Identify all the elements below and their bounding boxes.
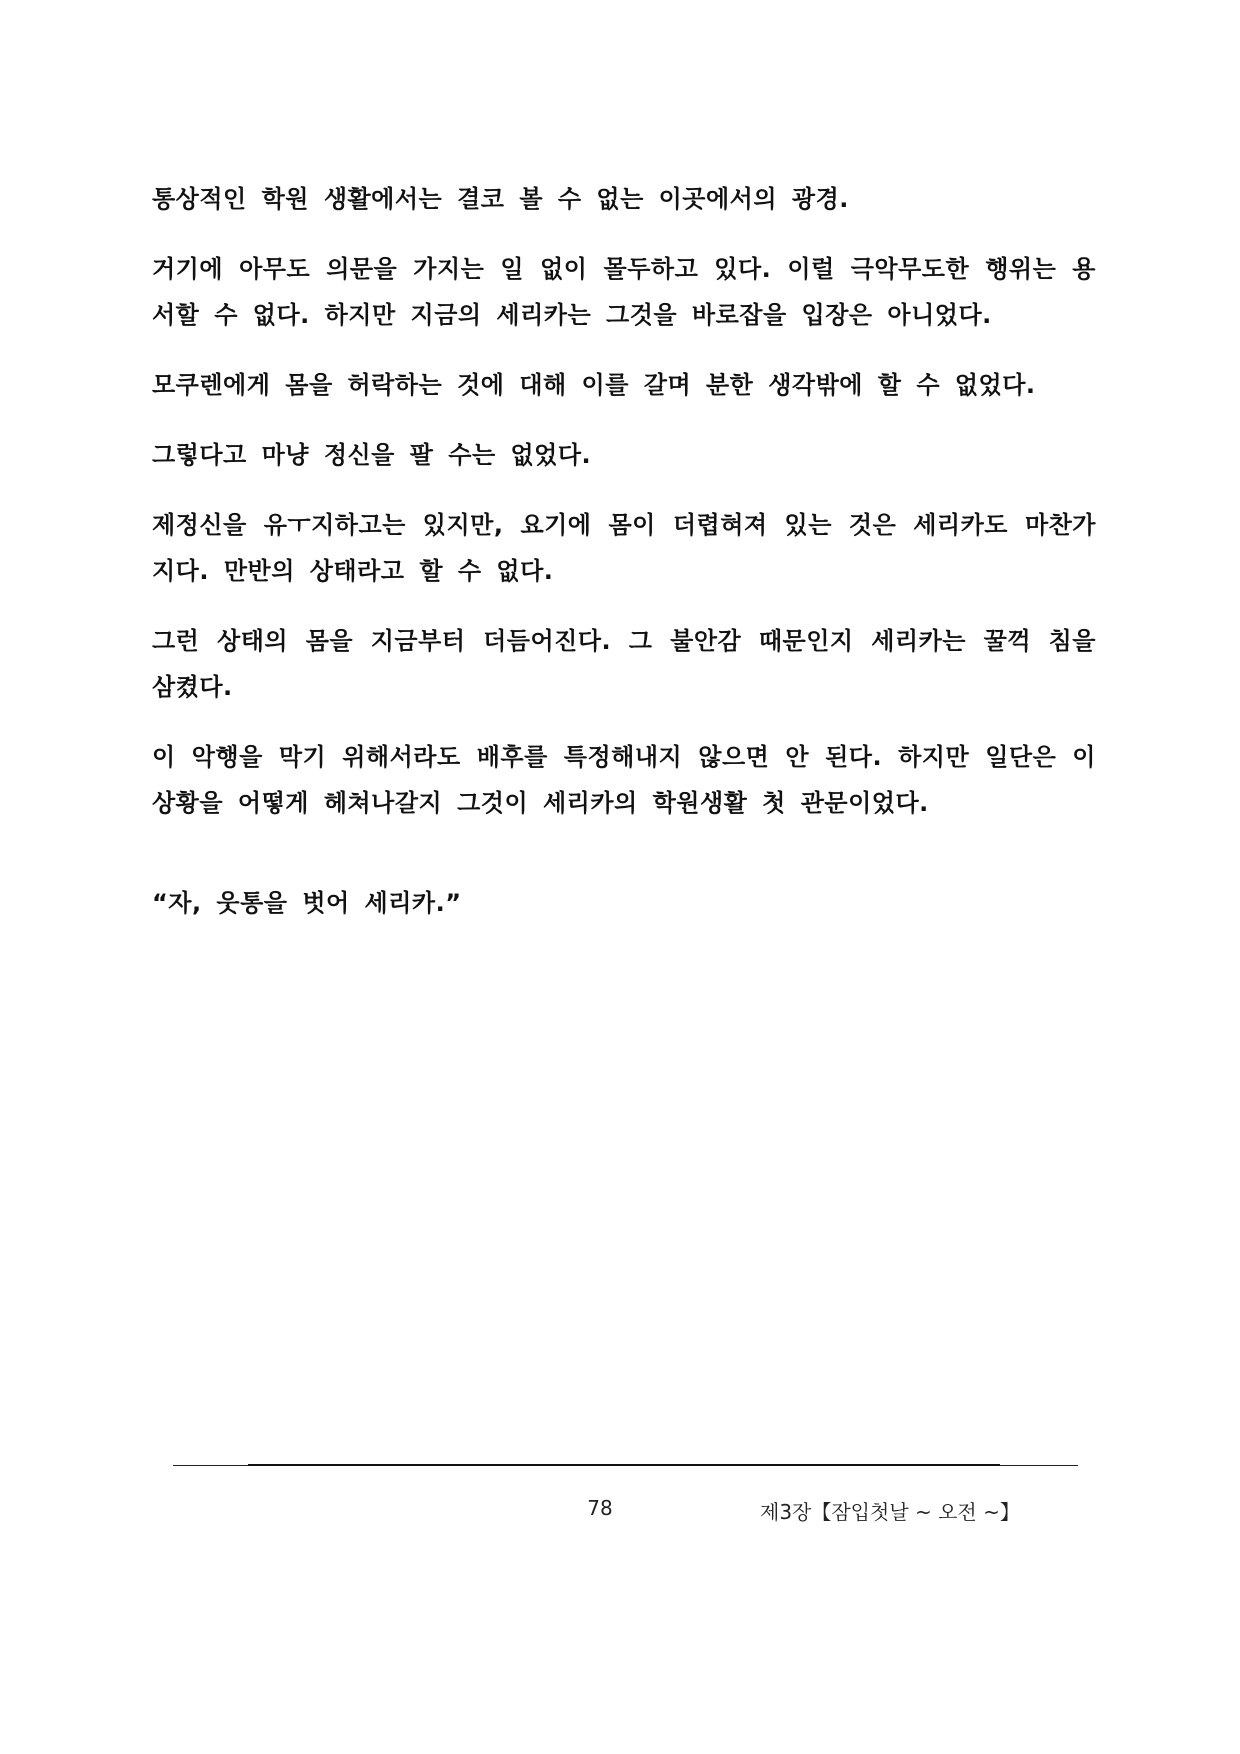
page-number: 78 [587,1496,613,1520]
footer-rule-accent [248,1464,1000,1466]
paragraph-1: 통상적인 학원 생활에서는 결코 볼 수 없는 이곳에서의 광경. [152,185,849,213]
paragraph-2: 거기에 아무도 의문을 가지는 일 없이 몰두하고 있다. 이럴 극악무도한 행위는 용서할 수 없다. 하지만 지금의 세리카는 그것을 바로잡을 입장은 아니었다. [152,255,1096,329]
paragraph-7: 이 악행을 막기 위해서라도 배후를 특정해내지 않으면 안 된다. 하지만 일단은 이 상황을 어떻게 헤쳐나갈지 그것이 세리카의 학원생활 첫 관문이었다. [152,743,1096,817]
running-head: 제3장【잠입첫날 ~ 오전 ~】 [760,1500,1020,1524]
paragraph-3: 모쿠렌에게 몸을 허락하는 것에 대해 이를 갈며 분한 생각밖에 할 수 없었다. [152,371,1036,399]
paragraph-4: 그렇다고 마냥 정신을 팔 수는 없었다. [152,441,592,469]
paragraph-6: 그런 상태의 몸을 지금부터 더듬어진다. 그 불안감 때문인지 세리카는 꿀꺽 침을 삼켰다. [152,627,1096,701]
dialogue-line: “자, 웃통을 벗어 세리카.” [152,889,462,917]
body-text [152,176,1096,850]
paragraph-5: 제정신을 유ㅜ지하고는 있지만, 요기에 몸이 더렵혀져 있는 것은 세리카도 마찬가지다. 만반의 상태라고 할 수 없다. [152,511,1096,585]
